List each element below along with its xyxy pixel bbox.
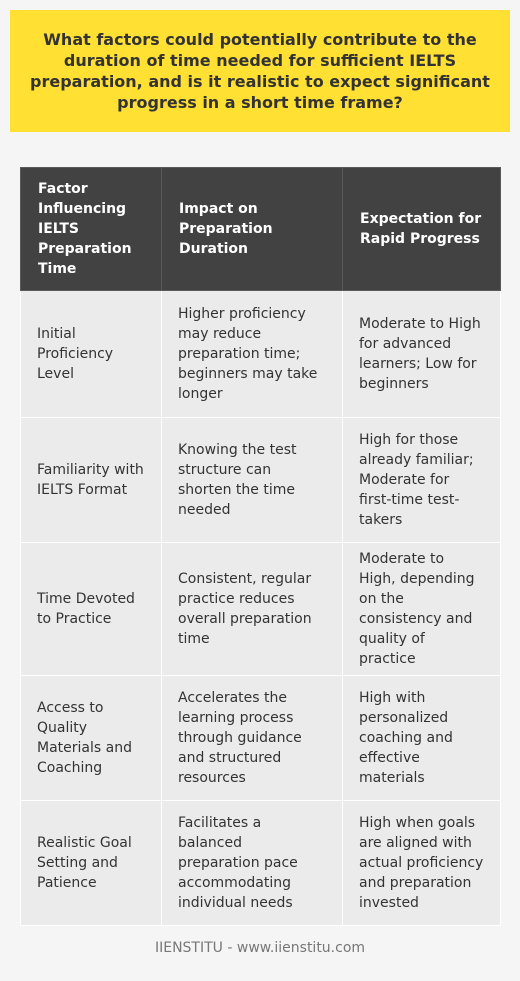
cell-expectation: High with personalized coaching and effective materials (343, 676, 501, 801)
cell-impact: Higher proficiency may reduce preparation time; beginners may take longer (162, 291, 343, 418)
cell-expectation: High when goals are aligned with actual proficiency and preparation invested (343, 801, 501, 926)
table-row (21, 676, 501, 801)
cell-impact: Accelerates the learning process through guidance and structured resources (162, 676, 343, 801)
table-row (21, 418, 501, 543)
question-text: What factors could potentially contribute to the duration of time needed for sufficient IELTS preparation, and is it realistic to expect significant progress in a short time frame? (30, 30, 490, 112)
header-impact: Impact on Preparation Duration (162, 168, 343, 291)
header-factor: Factor Influencing IELTS Preparation Time (21, 168, 162, 291)
factors-table (20, 167, 501, 926)
cell-factor: Realistic Goal Setting and Patience (21, 801, 162, 926)
table-header-row (21, 168, 501, 291)
site-footer (0, 940, 520, 956)
cell-factor: Familiarity with IELTS Format (21, 418, 162, 543)
table-row (21, 291, 501, 418)
cell-factor: Initial Proficiency Level (21, 291, 162, 418)
cell-expectation: High for those already familiar; Moderate for first-time test-takers (343, 418, 501, 543)
cell-impact: Facilitates a balanced preparation pace accommodating individual needs (162, 801, 343, 926)
cell-factor: Time Devoted to Practice (21, 543, 162, 676)
cell-impact: Consistent, regular practice reduces overall preparation time (162, 543, 343, 676)
cell-factor: Access to Quality Materials and Coaching (21, 676, 162, 801)
header-expectation: Expectation for Rapid Progress (343, 168, 501, 291)
table-row (21, 801, 501, 926)
question-banner (10, 10, 510, 132)
footer-text: IIENSTITU - www.iienstitu.com (154, 940, 366, 956)
cell-impact: Knowing the test structure can shorten the time needed (162, 418, 343, 543)
cell-expectation: Moderate to High, depending on the consistency and quality of practice (343, 543, 501, 676)
cell-expectation: Moderate to High for advanced learners; Low for beginners (343, 291, 501, 418)
table-row (21, 543, 501, 676)
